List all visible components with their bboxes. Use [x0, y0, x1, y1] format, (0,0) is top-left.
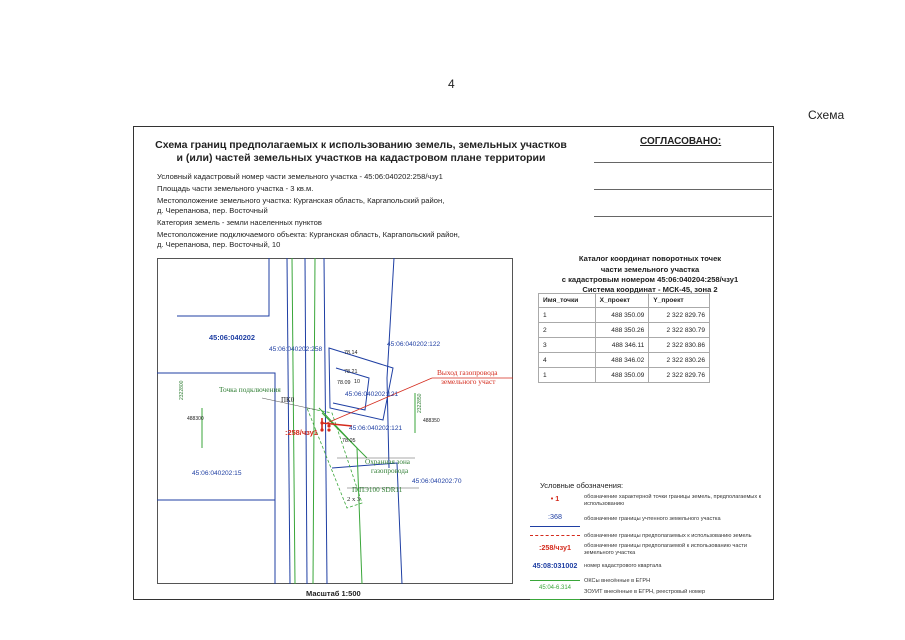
legend-text: обозначение границы предполагаемой к использованию части земельного участка — [584, 543, 747, 556]
scheme-title-line1: Схема границ предполагаемых к использованию земель, земельных участков — [155, 139, 567, 151]
cadastral-map — [157, 258, 513, 584]
info-line: д. Черепанова, пер. Восточный, 10 — [157, 240, 281, 249]
parcel-label: 45:06:040202:70 — [412, 478, 462, 485]
table-header-row — [539, 294, 710, 308]
agreed-heading: СОГЛАСОВАНО: — [640, 136, 722, 147]
pipe-size-label: 2 х 3 — [347, 496, 361, 503]
table-cell: 4 — [539, 353, 596, 368]
table-cell: 488 350.09 — [595, 308, 649, 323]
height-label: 78.09 — [337, 380, 351, 386]
info-line: Местоположение подключаемого объекта: Курганская область, Каргапольский район, — [157, 230, 460, 239]
page-number: 4 — [448, 77, 455, 91]
table-cell: 2 322 830.26 — [649, 353, 710, 368]
table-cell: 3 — [539, 338, 596, 353]
catalog-title: Система координат - МСК-45, зона 2 — [582, 285, 718, 294]
table-cell: 488 346.02 — [595, 353, 649, 368]
protection-zone-label: газопровода — [371, 467, 409, 475]
table-cell: 2 322 829.76 — [649, 368, 710, 383]
legend-text: номер кадастрового квартала — [584, 563, 662, 569]
table-row — [539, 338, 710, 353]
coordinates-table — [538, 293, 710, 383]
legend-symbol — [530, 535, 580, 536]
table-cell: 488 350.09 — [595, 368, 649, 383]
column-header: Имя_точки — [539, 294, 596, 308]
info-line: Категория земель - земли населенных пунктов — [157, 218, 322, 227]
table-cell: 488 350.26 — [595, 323, 649, 338]
info-line: д. Черепанова, пер. Восточный — [157, 206, 268, 215]
table-cell: 488 346.11 — [595, 338, 649, 353]
legend-text: ЗОУИТ внесённые в ЕГРН, реестровый номер — [584, 589, 706, 595]
legend-text: обозначение границы предполагаемых к использованию земель — [584, 533, 752, 539]
part-label: :258/чзу1 — [285, 428, 318, 437]
column-header: Y_проект — [649, 294, 710, 308]
legend-symbol — [530, 580, 580, 581]
info-line: Местоположение земельного участка: Курганская область, Каргапольский район, — [157, 196, 445, 205]
legend-text: обозначение характерной точки границы земель, предполагаемых к использованию — [584, 494, 762, 507]
table-cell: 1 — [539, 308, 596, 323]
table-row — [539, 308, 710, 323]
signature-line — [594, 189, 772, 190]
scheme-title-line2: и (или) частей земельных участков на кадастровом плане территории — [176, 152, 546, 164]
table-cell: 1 — [539, 368, 596, 383]
info-line: Условный кадастровый номер части земельного участка - 45:06:040202:258/чзу1 — [157, 172, 443, 181]
legend-symbol: 45:08:031002 — [532, 561, 578, 570]
legend-symbol: :258/чзу1 — [539, 543, 571, 552]
legend-title: Условные обозначения: — [540, 481, 624, 490]
grid-coord-label: 488300 — [187, 416, 204, 422]
legend-item — [530, 561, 770, 577]
height-label: 10 — [354, 379, 360, 385]
table-row — [539, 353, 710, 368]
legend-symbol: :368 — [530, 512, 580, 527]
catalog-title: части земельного участка — [600, 265, 700, 274]
table-row — [539, 368, 710, 383]
height-label: 78.05 — [342, 438, 356, 444]
height-label: 78.14 — [344, 350, 358, 356]
column-header: X_проект — [595, 294, 649, 308]
table-row — [539, 323, 710, 338]
legend-item — [530, 512, 770, 528]
corner-label: Схема — [808, 108, 845, 122]
pk-label: ПК0 — [281, 396, 295, 404]
parcel-label: 45:06:040202:121 — [345, 391, 399, 398]
legend-item — [530, 543, 770, 559]
signature-line — [594, 162, 772, 163]
parcel-label: 45:06:040202:258 — [269, 346, 323, 353]
parcel-label: 45:06:040202:122 — [387, 341, 441, 348]
table-cell: 2 322 830.79 — [649, 323, 710, 338]
legend-text: ОКСы внесённые в ЕГРН — [584, 578, 651, 584]
signature-line — [594, 216, 772, 217]
catalog-title: Каталог координат поворотных точек — [578, 254, 722, 263]
quarter-label: 45:06:040202 — [209, 333, 256, 342]
grid-coord-label: 2322850 — [417, 393, 423, 413]
parcel-label: 45:06:040202:121 — [349, 425, 403, 432]
connection-label: Точка подключения — [219, 385, 281, 394]
table-cell: 2 322 829.76 — [649, 308, 710, 323]
map-scale: Масштаб 1:500 — [306, 589, 361, 598]
legend-symbol: • 1 — [550, 494, 560, 503]
legend-item — [530, 494, 770, 510]
protection-zone-label: Охранная зона — [365, 458, 410, 466]
table-cell: 2 322 830.86 — [649, 338, 710, 353]
map-drawing — [157, 258, 513, 584]
grid-coord-label: 2322800 — [179, 380, 185, 400]
grid-coord-label: 488350 — [423, 418, 440, 424]
pipe-label: П ПЭ100 SDR11 — [352, 486, 403, 494]
table-cell: 2 — [539, 323, 596, 338]
height-label: 78.21 — [344, 369, 358, 375]
gas-exit-label: Выход газопровода — [437, 368, 498, 377]
gas-exit-label: земельного участ — [441, 377, 496, 386]
info-line: Площадь части земельного участка - 3 кв.м. — [157, 184, 314, 193]
legend-item — [530, 585, 770, 601]
parcel-label: 45:06:040202:15 — [192, 470, 242, 477]
legend-text: обозначение границы учтенного земельного участка — [584, 516, 721, 522]
catalog-title: с кадастровым номером 45:06:040204:258/чзу1 — [561, 275, 739, 284]
legend-symbol: 45:04-6.314 — [530, 585, 580, 600]
